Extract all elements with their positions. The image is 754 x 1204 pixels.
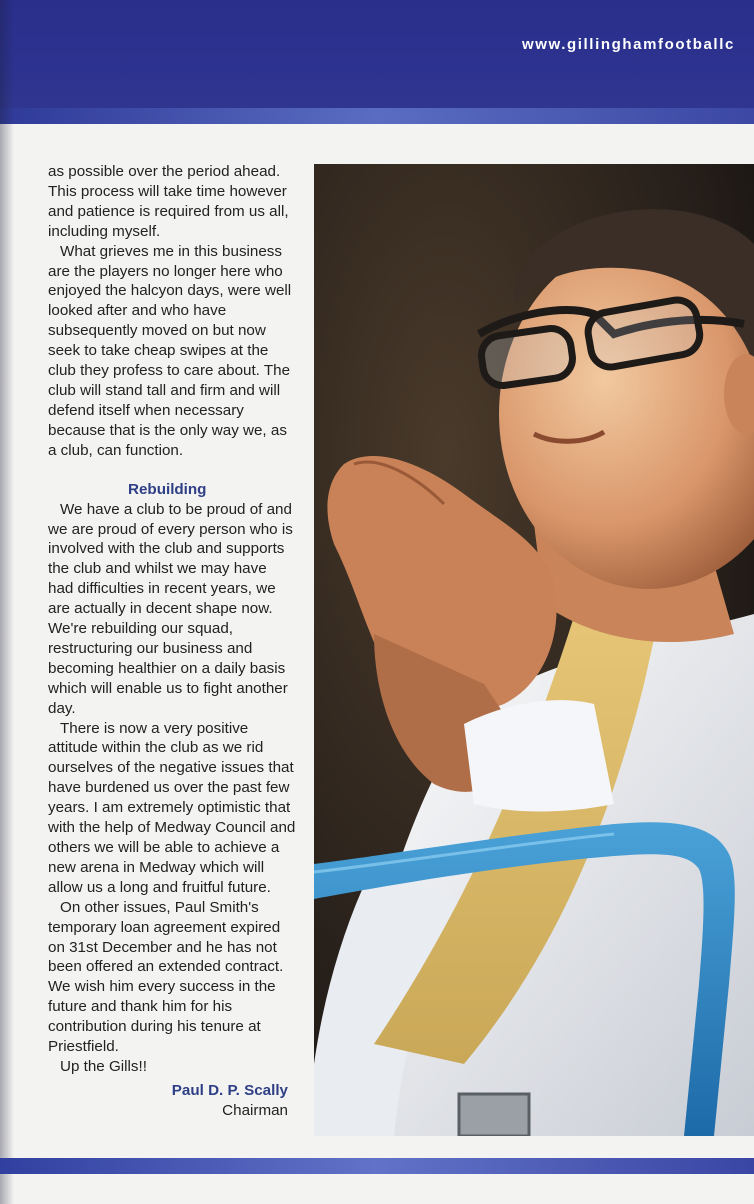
signature-name: Paul D. P. Scally (171, 1081, 288, 1099)
article-paragraph-3: We have a club to be proud of and we are proud of every person who is involved with the club and supports the club and whilst we may have had difficulties in recent years, we are actually in decent shape now. We're rebuilding our squad, restructuring our business and becoming healthier on a daily basis which will enable us to fight another day. (48, 500, 293, 717)
article-paragraph-6: Up the Gills!! (60, 1057, 147, 1075)
signature-title: Chairman (222, 1101, 288, 1119)
article-paragraph-4: There is now a very positive attitude within the club as we rid ourselves of the negative issues that have burdened us over the past few years. I am extremely optimistic that with the help of Medway Council and others we will be able to achieve a new arena in Medway which will allow us a long and fruitful future. (48, 719, 296, 896)
header-band (0, 0, 754, 112)
signature (48, 1081, 288, 1121)
subheading-rebuilding: Rebuilding (128, 480, 207, 498)
chairman-photo (314, 164, 754, 1136)
footer-strip (0, 1158, 754, 1174)
club-website-url: www.gillinghamfootballc (522, 36, 735, 53)
article-column (48, 162, 296, 1121)
article-paragraph-5: On other issues, Paul Smith's temporary loan agreement expired on 31st December and he has not been offered an extended contract. We wish him every success in the future and thank him for his contribution during his tenure at Priestfield. (48, 898, 284, 1056)
article-paragraph-1: as possible over the period ahead. This process will take time however and patience is required from us all, including myself. (48, 163, 289, 240)
page-spine-shadow (0, 0, 14, 1204)
header-strip (0, 108, 754, 124)
article-paragraph-2: What grieves me in this business are the players no longer here who enjoyed the halcyon days, were well looked after and who have subsequently moved on but now seek to take cheap swipes at the club they profess to care about. The club will stand tall and firm and will defend itself when necessary because that is the only way we, as a club, can function. (48, 242, 292, 459)
